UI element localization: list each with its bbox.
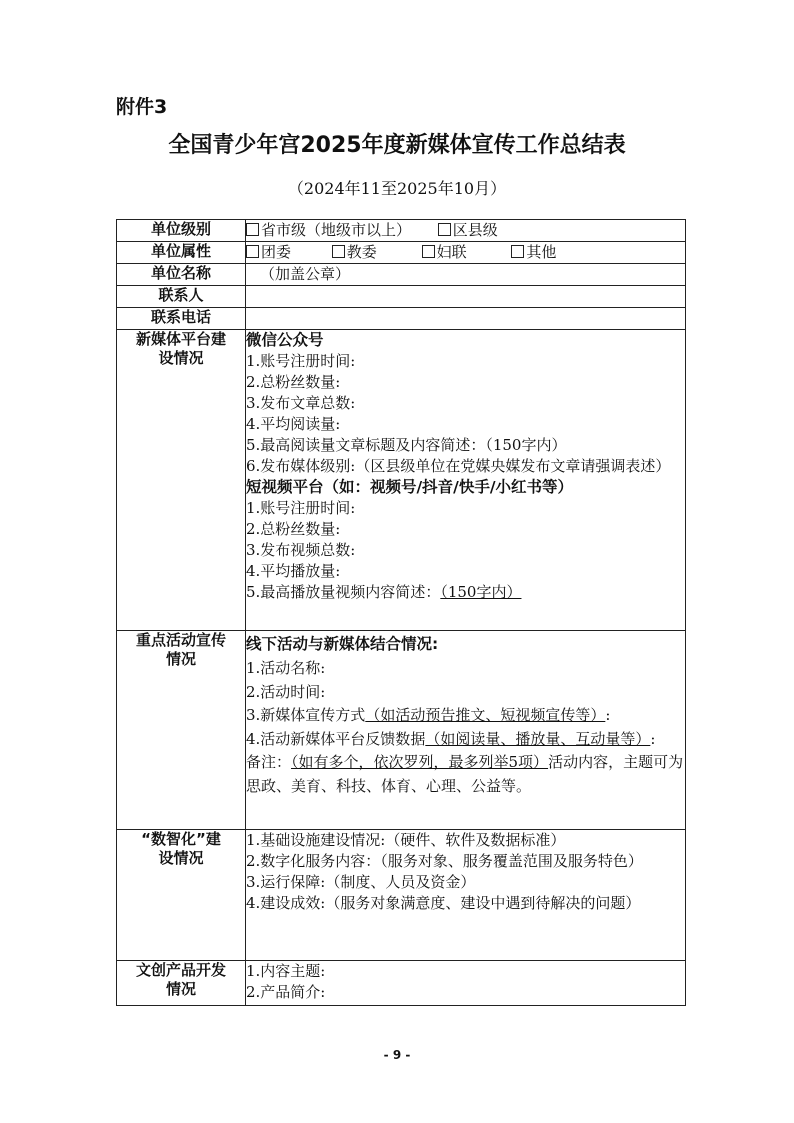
list-item: 3.运行保障:（制度、人员及资金）: [246, 873, 476, 891]
option-county[interactable]: 区县级: [438, 220, 498, 241]
list-item: 2.总粉丝数量:: [246, 373, 341, 391]
option-youth-league[interactable]: 团委: [246, 242, 291, 263]
list-item: 3.发布视频总数:: [246, 541, 356, 559]
short-video-heading: 短视频平台（如：视频号/抖音/快手/小红书等）: [246, 478, 573, 496]
list-item: 4.建设成效:（服务对象满意度、建设中遇到待解决的问题）: [246, 894, 641, 912]
option-womens-federation[interactable]: 妇联: [422, 242, 467, 263]
cultural-content[interactable]: [246, 961, 686, 1006]
unit-level-options: [246, 220, 686, 242]
list-item: 6.发布媒体级别:（区县级单位在党媒央媒发布文章请强调表述）: [246, 457, 671, 475]
page-number: - 9 -: [383, 1048, 411, 1062]
list-item: 1.账号注册时间:: [246, 499, 356, 517]
list-item: 5.最高播放量视频内容简述：（150字内）: [246, 583, 522, 601]
label-unit-level: 单位级别: [117, 220, 246, 242]
digital-content[interactable]: [246, 830, 686, 961]
list-item: 3.新媒体宣传方式（如活动预告推文、短视频宣传等）:: [246, 706, 611, 724]
checkbox-icon[interactable]: [246, 245, 259, 258]
checkbox-icon[interactable]: [511, 245, 524, 258]
list-item: 2.活动时间:: [246, 682, 326, 701]
table-row-name: [117, 264, 686, 286]
list-item: 5.最高阅读量文章标题及内容简述：（150字内）: [246, 436, 567, 454]
unit-attribute-options: [246, 242, 686, 264]
table-row-activity: [117, 631, 686, 830]
list-item: 2.总粉丝数量:: [246, 520, 341, 538]
contact-field[interactable]: [246, 286, 686, 308]
phone-field[interactable]: [246, 308, 686, 330]
option-provincial[interactable]: 省市级（地级市以上）: [246, 220, 411, 241]
table-row-contact: [117, 286, 686, 308]
table-row-attribute: [117, 242, 686, 264]
wechat-heading: 微信公众号: [246, 331, 324, 349]
list-item: 1.账号注册时间:: [246, 352, 356, 370]
label-unit-attribute: 单位属性: [117, 242, 246, 264]
label-contact: 联系人: [117, 286, 246, 308]
date-range-subtitle: （2024年11至2025年10月）: [287, 179, 507, 198]
list-item: 3.发布文章总数:: [246, 394, 356, 412]
label-newmedia: 新媒体平台建 设情况: [117, 330, 246, 631]
remark: 备注：（如有多个，依次罗列，最多列举5项）活动内容，主题可为思政、美育、科技、体育、心理、公益等。: [246, 753, 684, 795]
option-other[interactable]: 其他: [511, 242, 556, 263]
table-row-cultural: [117, 961, 686, 1006]
summary-form-table: [116, 219, 686, 1006]
table-row-newmedia: [117, 330, 686, 631]
list-item: 2.数字化服务内容：（服务对象、服务覆盖范围及服务特色）: [246, 852, 643, 870]
page-title: 全国青少年宫2025年度新媒体宣传工作总结表: [168, 133, 626, 158]
checkbox-icon[interactable]: [332, 245, 345, 258]
list-item: 1.内容主题:: [246, 962, 326, 980]
table-row-level: [117, 220, 686, 242]
list-item: 1.活动名称:: [246, 659, 326, 677]
list-item: 4.平均播放量:: [246, 562, 341, 580]
label-activity: 重点活动宣传 情况: [117, 631, 246, 830]
label-unit-name: 单位名称: [117, 264, 246, 286]
attachment-label: 附件3: [116, 96, 168, 118]
activity-content[interactable]: [246, 631, 686, 830]
label-digital: “数智化”建 设情况: [117, 830, 246, 961]
label-phone: 联系电话: [117, 308, 246, 330]
checkbox-icon[interactable]: [422, 245, 435, 258]
option-education[interactable]: 教委: [332, 242, 377, 263]
checkbox-icon[interactable]: [246, 223, 259, 236]
table-row-phone: [117, 308, 686, 330]
checkbox-icon[interactable]: [438, 223, 451, 236]
list-item: 2.产品简介:: [246, 983, 326, 1001]
activity-heading: 线下活动与新媒体结合情况:: [246, 635, 439, 653]
newmedia-content[interactable]: [246, 330, 686, 631]
label-cultural: 文创产品开发 情况: [117, 961, 246, 1006]
table-row-digital: [117, 830, 686, 961]
list-item: 4.活动新媒体平台反馈数据（如阅读量、播放量、互动量等）:: [246, 729, 656, 748]
list-item: 4.平均阅读量:: [246, 415, 341, 433]
unit-name-field[interactable]: （加盖公章）: [246, 264, 686, 286]
list-item: 1.基础设施建设情况:（硬件、软件及数据标准）: [246, 831, 566, 849]
